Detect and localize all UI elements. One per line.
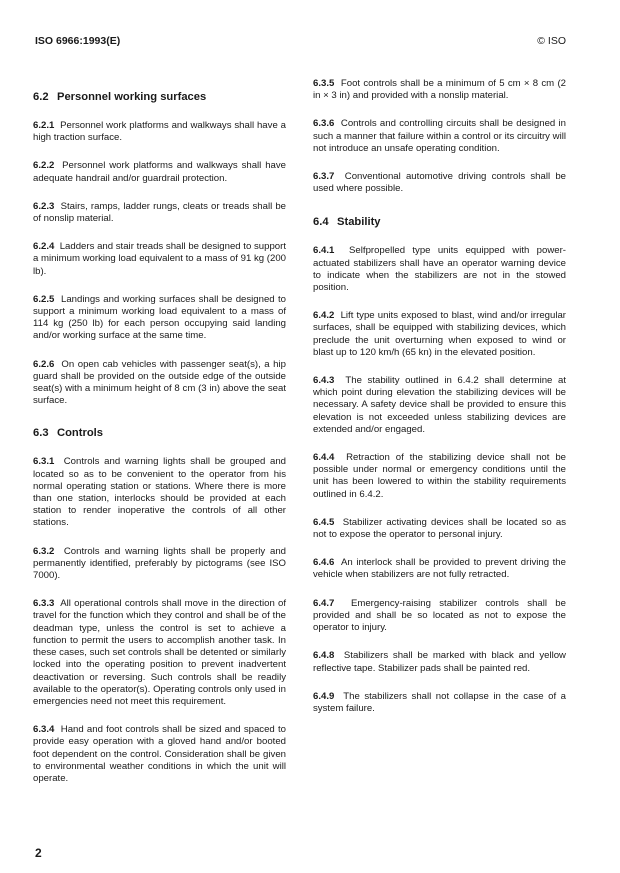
clause-6-3-5: 6.3.5 Foot controls shall be a minimum of 5 cm × 8 cm (2 in × 3 in) and provided with a nonslip material. (313, 78, 566, 102)
clause-6-4-8: 6.4.8 Stabilizers shall be marked with black and yellow reflective tape. Stabilizer pads shall be painted red. (313, 650, 566, 674)
left-column (33, 78, 286, 785)
clause-6-2-2: 6.2.2 Personnel work platforms and walkways shall have adequate handrail and/or guardrail protection. (33, 160, 286, 184)
clause-6-3-4: 6.3.4 Hand and foot controls shall be sized and spaced to provide easy operation with a gloved hand and/or booted foot dependent on the control. Consideration shall be given to environmental weather conditions in which the unit will operate. (33, 724, 286, 784)
standard-designation: ISO 6966:1993(E) (35, 35, 121, 47)
clause-6-4-9: 6.4.9 The stabilizers shall not collapse in the case of a system failure. (313, 690, 566, 714)
clause-6-3-1: 6.3.1 Controls and warning lights shall be grouped and located so as to be convenient to the operator from his normal operating station or stations. Where there is more than one station, interlocks should be provided at each station to render inoperative the controls of all other stations. (33, 456, 286, 529)
clause-6-2-3: 6.2.3 Stairs, ramps, ladder rungs, cleats or treads shall be of nonslip material. (33, 200, 286, 225)
clause-6-3-2: 6.3.2 Controls and warning lights shall be properly and permanently identified, preferably by pictograms (see ISO 7000). (33, 545, 286, 582)
clause-6-3-6: 6.3.6 Controls and controlling circuits shall be designed in such a manner that failure within a control or its circuitry will not introduce an unsafe operating condition. (313, 118, 566, 154)
clause-6-2-6: 6.2.6 On open cab vehicles with passenger seat(s), a hip guard shall be provided on the outside edge of the outside seat(s) with a minimum height of 8 cm (3 in) above the seat surface. (33, 358, 286, 407)
clause-6-4-6: 6.4.6 An interlock shall be provided to prevent driving the vehicle when stabilizers are not fully retracted. (313, 557, 566, 581)
clause-6-4-3: 6.4.3 The stability outlined in 6.4.2 shall determine at which point during elevation the stabilizing devices will be necessary. A safety device shall be provided to ensure this elevation is not exceeded unless stabilizing devices are extended and/or engaged. (313, 375, 566, 435)
page-number: 2 (35, 846, 42, 860)
clause-6-2-5: 6.2.5 Landings and working surfaces shall be designed to support a minimum working load equivalent to a mass of 114 kg (250 lb) for each person occupying said landing and/or working surface at the same time. (33, 293, 286, 342)
section-heading-6-3: 6.3 Controls (33, 427, 103, 440)
clause-6-3-3: 6.3.3 All operational controls shall move in the direction of travel for the function which they control and shall be of the deadman type, unless the control is set to achieve a function to permit the users to accomplish another task. In these cases, such set controls shall be detented or similarly locked into the operating position to prevent inadvertent deactivation or reversing. Such controls shall be readily available to the operator(s). Operating controls only used in emergencies need not meet this requirement. (33, 598, 286, 707)
clause-6-4-1: 6.4.1 Selfpropelled type units equipped with power-actuated stabilizers shall have an operator warning device to indicate when the stabilizers are not in the stowed position. (313, 245, 566, 294)
clause-6-4-7: 6.4.7 Emergency-raising stabilizer controls shall be provided and shall be so located as not to expose the operator to injury. (313, 597, 566, 634)
right-column (313, 78, 566, 715)
clause-6-4-5: 6.4.5 Stabilizer activating devices shall be located so as not to expose the operator to personal injury. (313, 516, 566, 541)
section-heading-6-2: 6.2 Personnel working surfaces (33, 91, 207, 103)
section-heading-6-4: 6.4 Stability (313, 216, 381, 229)
publisher-mark: © ISO (537, 35, 566, 47)
clause-6-4-4: 6.4.4 Retraction of the stabilizing device shall not be possible under normal or emergency conditions until the unit has been lowered to within the stability requirements outlined in 6.4.2. (313, 452, 566, 500)
clause-6-4-2: 6.4.2 Lift type units exposed to blast, wind and/or irregular surfaces, shall be equipped with stabilizing devices, which preclude the unit overturning when exposed to wind or blast up to 120 km/h (65 kn) in the elevated position. (313, 310, 566, 358)
clause-6-2-4: 6.2.4 Ladders and stair treads shall be designed to support a minimum working load equivalent to a mass of 91 kg (200 lb). (33, 241, 286, 277)
clause-6-2-1: 6.2.1 Personnel work platforms and walkways shall have a high traction surface. (33, 120, 286, 144)
clause-6-3-7: 6.3.7 Conventional automotive driving controls shall be used where possible. (313, 171, 566, 195)
